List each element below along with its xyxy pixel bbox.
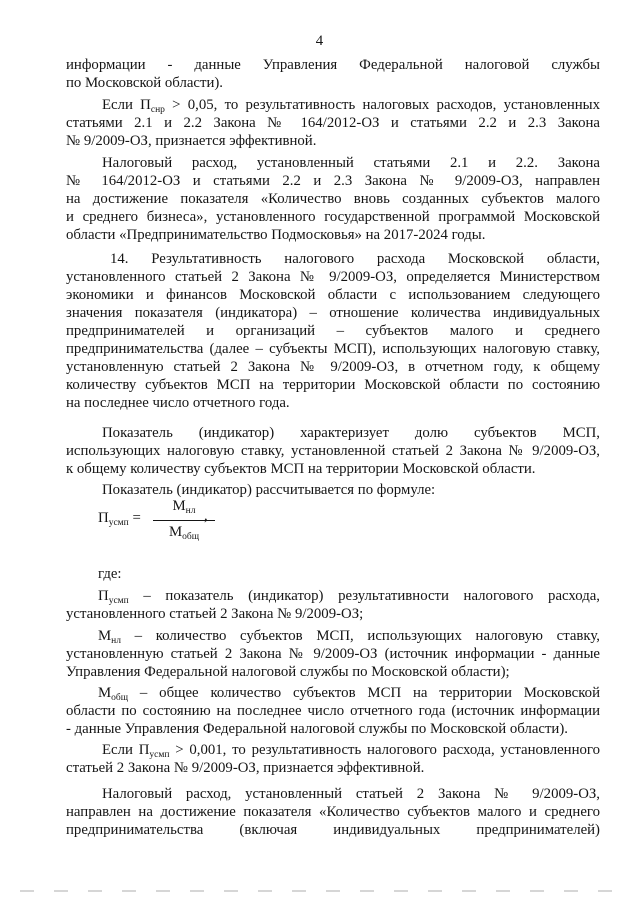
text-line: на достижение показателя «Количество вновь созданных субъектов малого xyxy=(66,191,600,207)
text-line: области «Предпринимательство Подмосковья» на 2017-2024 годы. xyxy=(66,227,486,243)
text-line: установленного статьей 2 Закона № 9/2009-ОЗ; xyxy=(66,606,364,622)
page-number: 4 xyxy=(315,33,324,49)
formula-numerator: $М_{нл}$ xyxy=(172,498,196,516)
text-line: $М_{общ}$ – общее количество субъектов МСП на территории Московской xyxy=(98,685,600,702)
text-line: значения показателя (индикатора) – отношение количества индивидуальных xyxy=(66,305,600,321)
text-line: Показатель (индикатор) рассчитывается по формуле: xyxy=(102,482,436,498)
paragraph-14-result xyxy=(66,250,600,412)
text-line: установленную статьей 2 Закона № 9/2009-ОЗ, в отчетном году, к общему xyxy=(66,359,600,375)
text-line: на последнее число отчетного года. xyxy=(66,395,290,411)
text-line: установленную статьей 2 Закона № 9/2009-ОЗ (источник информации - данные xyxy=(66,646,600,662)
paragraph-effectiveness-snr xyxy=(66,96,600,150)
paragraph-effectiveness-usmp xyxy=(66,741,600,777)
paragraph-tax-expense-target-2 xyxy=(66,785,600,839)
text-line: Показатель (индикатор) характеризует долю субъектов МСП, xyxy=(102,425,600,441)
text-line: предпринимательства (включая индивидуальных предпринимателей) xyxy=(66,822,600,838)
text-line: № 164/2012-ОЗ и статьями 2.2 и 2.3 Закона № 9/2009-ОЗ, направлен xyxy=(66,173,600,189)
paragraph-tax-expense-target xyxy=(66,154,600,244)
text-line: информации - данные Управления Федеральной налоговой службы xyxy=(66,57,600,73)
text-line: Управления Федеральной налоговой службы по Московской области); xyxy=(66,664,510,680)
text-line: Налоговый расход, установленный статьями 2.1 и 2.2. Закона xyxy=(102,155,600,171)
formula-comma: , xyxy=(204,508,208,524)
definition-m-obshch xyxy=(66,684,600,738)
definition-m-nl xyxy=(66,627,600,681)
text-line: - данные Управления Федеральной налоговой службы по Московской области). xyxy=(66,721,568,737)
paragraph-formula-intro xyxy=(66,481,600,499)
text-line: где: xyxy=(98,566,122,582)
text-line: направлен на достижение показателя «Количество субъектов малого и среднего xyxy=(66,804,600,820)
scan-edge-artifact xyxy=(20,890,620,892)
text-line: $М_{нл}$ – количество субъектов МСП, использующих налоговую ставку, xyxy=(98,628,600,645)
text-line: и среднего бизнеса», установленного государственной программой Московской xyxy=(66,209,600,225)
formula-denominator: $М_{общ}$ xyxy=(168,524,200,542)
paragraph-source-continuation xyxy=(66,56,600,92)
text-line: к общему количеству субъектов МСП на территории Московской области. xyxy=(66,461,536,477)
text-line: Налоговый расход, установленный статьей 2 Закона № 9/2009-ОЗ, xyxy=(102,786,600,802)
text-line: статьями 2.1 и 2.2 Закона № 164/2012-ОЗ и статьями 2.2 и 2.3 Закона xyxy=(66,115,600,131)
text-line: Если $П_{усмп} > 0,001$, то результативность налогового расхода, установленного xyxy=(102,742,600,759)
text-line: по Московской области). xyxy=(66,75,223,91)
text-line: 14. Результативность налогового расхода Московской области, xyxy=(110,251,600,267)
text-line: использующих налоговую ставку, установленной статьей 2 Закона № 9/2009-ОЗ, xyxy=(66,443,600,459)
text-line: статьей 2 Закона № 9/2009-ОЗ, признается эффективной. xyxy=(66,760,425,776)
text-line: экономики и финансов Московской области с использованием следующего xyxy=(66,287,600,303)
text-line: установленного статьей 2 Закона № 9/2009-ОЗ, определяется Министерством xyxy=(66,269,600,285)
text-line: области по состоянию на последнее число отчетного года (источник информации xyxy=(66,703,600,719)
text-line: предпринимателей и организаций – субъектов малого и среднего xyxy=(66,323,600,339)
where-label xyxy=(66,565,600,583)
text-line: $П_{усмп}$ – показатель (индикатор) результативности налогового расхода, xyxy=(98,588,600,605)
formula xyxy=(98,498,238,546)
text-line: количеству субъектов МСП на территории Московской области по состоянию xyxy=(66,377,600,393)
definition-p-usmp xyxy=(66,587,600,623)
paragraph-indicator-description xyxy=(66,424,600,478)
text-line: № 9/2009-ОЗ, признается эффективной. xyxy=(66,133,317,149)
text-line: Если $П_{снр} > 0,05$, то результативность налоговых расходов, установленных xyxy=(102,97,600,114)
text-line: предпринимательства (далее – субъекты МСП), использующих налоговую ставку, xyxy=(66,341,600,357)
formula-lhs: $П_{усмп}$ = xyxy=(98,510,141,528)
